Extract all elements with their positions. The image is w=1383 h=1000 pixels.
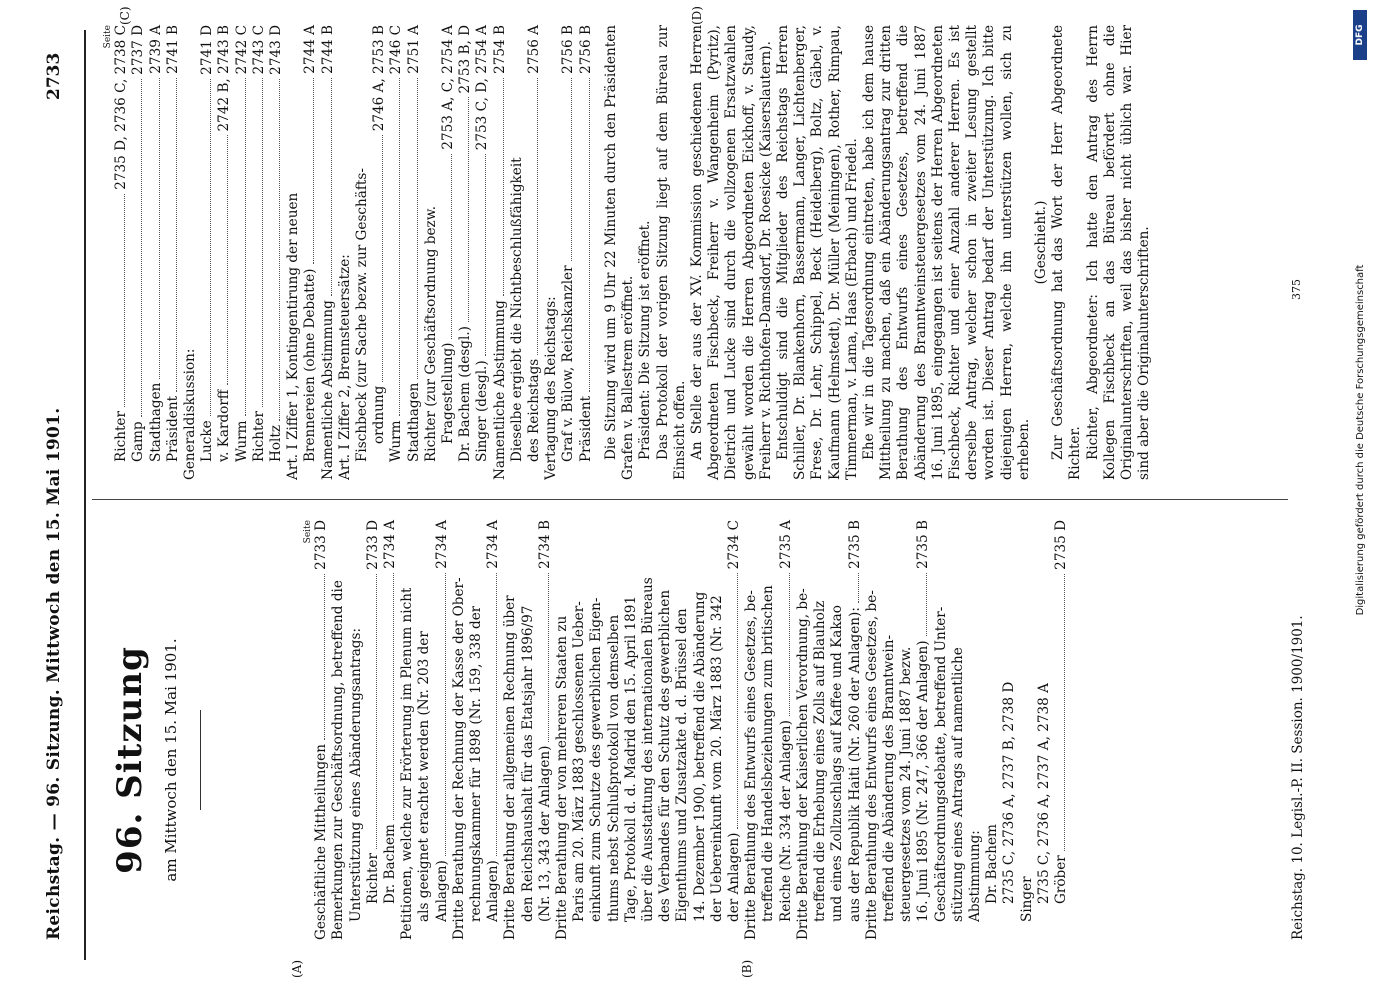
index-entry [320,25,337,480]
leader-dots [324,574,325,740]
text-paragraph: Das Protokoll der vorigen Sitzung liegt auf dem Büreau zur Einsicht offen. [654,25,688,480]
index-entry-label: 16. Juni 1895 (Nr. 247, 366 der Anlagen) [915,640,932,922]
index-entry [440,25,457,480]
leader-dots [485,154,486,356]
index-entry-label: Singer [1018,876,1035,922]
index-entry [474,25,491,480]
index-entry-label: Art. I Ziffer 1, Kontingentirung der neuen [285,192,302,480]
index-entry [182,25,199,480]
page-reference: 2742 C [233,25,250,75]
index-entry [674,520,691,940]
index-entry-label: stützung eines Antrags auf namentliche [949,647,966,922]
index-entry [234,25,251,480]
index-entry [113,25,130,480]
session-text [603,25,1154,480]
index-entry [406,25,423,480]
index-entry [382,520,399,940]
text-paragraph: Richter, Abgeordneter: Ich hatte den Antrag des Herrn Kollegen Fischbeck an das Büreau befördert ohne die Originalunterschriften, weil das bisher nicht üblich war. Hier sind aber die Originalunterschriften. [1084,25,1153,480]
index-entry [933,520,950,940]
text-paragraph: An Stelle der aus der XV. Kommission geschiedenen Herren Abgeordneten Fischbeck, Freiherr v. Wangenheim (Pyritz), Dietrich und Lucke sind durch die vollzogenen Ersatzwahlen gewählt worden die Herren Abgeordneten Eickhoff, v. Staudy, Freiherr v. Richthofen-Damsdorf, Dr. Roesicke (Kaiserslautern). [688,25,774,480]
leader-dots [445,573,446,856]
page-reference: 2734 C [726,520,743,570]
leader-dots [468,97,469,322]
index-entry [502,520,519,940]
leader-dots [382,135,383,381]
leader-dots [1064,574,1065,851]
index-entry [898,520,915,940]
index-entry [468,520,485,940]
index-entry [337,25,354,480]
footer-legislature: Reichstag. 10. Legisl.-P. II. Session. 1900/1901. [1290,615,1306,940]
right-column [100,25,1153,480]
index-entry-label: Anlagen) [433,860,450,922]
leader-dots [124,194,125,407]
leader-dots [262,78,263,407]
page-reference: 2744 B [319,25,336,74]
index-entry [354,25,371,480]
header-rule [84,30,86,960]
leader-dots [245,78,246,416]
index-entry-label: Dritte Berathung des Entwurfs eines Gesetzes, be- [863,590,880,940]
title-rule [200,710,201,810]
index-entry [554,520,571,940]
index-entry [520,520,537,940]
index-entry [967,520,984,940]
page-reference: 2756 B [577,25,594,74]
index-entry [302,25,319,480]
index-entry [606,520,623,940]
index-entry [285,25,302,480]
index-entry-label: Art. I Ziffer 2, Brennsteuersätze: [336,254,353,480]
index-entry [313,520,330,940]
index-entry-label: aus der Republik Haiti (Nr. 260 der Anlagen): [846,607,863,922]
index-entry-label: v. Kardorff [216,389,233,462]
index-entry [864,520,881,940]
page-reference: 2734 A [485,520,502,569]
index-entry-label: Namentliche Abstimmung [491,300,508,480]
index-entry-label: Anlagen) [485,860,502,922]
index-entry-label: Dritte Berathung der Rechnung der Kasse der Ober- [450,577,467,940]
index-entry-label: Richter (zur Geschäftsordnung bezw. [422,205,439,462]
index-entry [216,25,233,480]
index-entry-label: Geschäftsordnungsdebatte, betreffend Unter- [932,606,949,922]
leader-dots [571,78,572,262]
leader-dots [496,573,497,856]
index-entry [778,520,795,940]
dfg-logo: DFG [1353,10,1367,60]
leader-dots [399,78,400,416]
index-entry-label: Dritte Berathung der Kaiserlichen Verordnung, be- [794,588,811,940]
margin-mark-a: (A) [290,959,304,978]
index-entry [795,520,812,940]
index-entry-label: treffend die Erhebung eines Zolls auf Blauholz [812,600,829,922]
index-entry [726,520,743,940]
index-entry-label: als geeignet erachtet werden (Nr. 203 der [416,631,433,922]
index-entry [950,520,967,940]
index-entry-label: Reiche (Nr. 334 der Anlagen) [777,720,794,922]
seite-label-right: Seite [103,25,113,49]
page-reference: 2734 A [382,520,399,569]
index-entry-label: Unterstützung eines Abänderungsantrags: [347,627,364,922]
page-reference: 2753 A, C, 2754 A [440,25,457,150]
index-entry [588,520,605,940]
index-entry [199,25,216,480]
index-entry [251,25,268,480]
index-entry-label: Dr. Bachem [382,824,399,904]
index-entry-label: Fragestellung) [440,342,457,444]
leader-dots [279,79,280,421]
index-entry-label: Gamp [130,421,147,462]
index-entry-label: der Uebereinkunft vom 20. März 1883 (Nr. 342 [708,595,725,922]
page-reference: 2737 D [130,25,147,75]
page-reference: 2735 D [1052,520,1069,570]
page-reference: 2751 A [405,25,422,74]
session-date: am Mittwoch den 15. Mai 1901. [162,638,180,882]
page-reference: 2735 D, 2736 C, 2738 C [113,25,130,190]
index-entry-label: Abstimmung: [966,830,983,922]
index-entry [330,520,347,940]
index-entry [365,520,382,940]
page-reference: 2743 D [268,25,285,75]
column-rule [92,499,1288,500]
page-reference: 2753 C, D, 2754 A [474,25,491,151]
index-entry-label: Brennereien (ohne Debatte) [302,268,319,462]
index-entry-label: Dritte Berathung der allgemeinen Rechnung über [502,595,519,940]
index-entry [526,25,543,480]
text-paragraph: Präsident: Die Sitzung ist eröffnet. [637,220,654,460]
text-paragraph: Zur Geschäftsordnung hat das Wort der Herr Abgeordnete Richter. [1050,25,1084,480]
index-entry [434,520,451,940]
text-paragraph: Ehe wir in die Tagesordnung eintreten, habe ich dem hause Mittheilung zu machen, daß ein Abänderungsantrag zur dritten Berathung des Entwurfs eines Gesetzes, betreffend die Abänderung des Branntweinsteuergesetzes vom 24. Juni 1887 16. Juni 1895, eingegangen ist seitens der Herren Abgeordneten Fischbeck, Richter und einer Anzahl anderer Herren. Es ist derselbe Antrag, welcher schon in zweiter Lesung gestellt worden ist. Dieser Antrag bedarf der Unterstützung. Ich bitte diejenigen Herren, welche ihn unterstützen wollen, sich zu erheben. [860,25,1032,480]
leader-dots [331,78,332,296]
index-entry-label: einkunft zum Schutze des gewerblichen Eigen- [588,597,605,922]
page-reference: 2734 A [433,520,450,569]
index-entry [1001,520,1018,940]
index-entry-label: treffend die Handelsbeziehungen zum britischen [760,585,777,922]
index-entry-label: Richter [364,853,381,904]
index-entry [915,520,932,940]
leader-dots [737,573,738,828]
leader-dots [503,78,504,296]
leader-dots [376,574,377,849]
index-entry-label: Fischbeck (zur Sache bezw. zur Geschäfts- [354,168,371,462]
index-entry-label: 14. Dezember 1900, betreffend die Abänderung [691,591,708,922]
page-reference: 2733 D [364,520,381,570]
index-entry-label: Petitionen, welche zur Erörterung im Plenum nicht [399,587,416,940]
index-entry [371,25,388,480]
index-entry [881,520,898,940]
page-reference: 2744 A [302,25,319,74]
index-entry-label: Dieselbe ergiebt die Nichtbeschlußfähigkeit [508,157,525,462]
index-entry-label: den Reichshaushalt für das Etatsjahr 1896/97 [519,605,536,922]
index-entry [130,25,147,480]
index-entry-label: (Nr. 13, 343 der Anlagen) [536,745,553,922]
index-entry [692,520,709,940]
index-entry-label: Wurm [233,420,250,462]
index-entry [760,520,777,940]
session-title: 96. Sitzung [110,646,150,874]
index-entry [623,520,640,940]
index-entry [492,25,509,480]
margin-mark-b: (B) [740,959,754,978]
index-entry-label: Generaldiskussion: [182,348,199,480]
index-entry-label: rechnungskammer für 1898 (Nr. 159, 338 der [468,605,485,922]
index-entry-label: Richter [250,411,267,462]
index-entry [640,520,657,940]
index-entry-label: Präsident [164,395,181,462]
page-reference: 2746 C [388,25,405,75]
leader-dots [141,79,142,418]
leader-dots [451,154,452,339]
index-entry-label: thums nebst Schlußprotokoll von demselben [605,614,622,922]
index-entry-label: Lucke [199,420,216,462]
text-paragraph: Entschuldigt sind die Mitglieder des Reichstags Herren Schiller, Dr. Blankenhorn, Bassermann, Langer, Lichtenberger, Frese, Dr. Lehr, Schippel, Beck (Heidelberg), Boltz, Gäbel, v. Kaufmann (Helmstedt), Dr. Müller (Meiningen), Rother, Rimpau, Timmerman, v. Lama, Haas (Erbach) und Friedel. [774,25,860,480]
index-entry [743,520,760,940]
leader-dots [537,78,538,355]
right-column-index [113,25,595,480]
index-entry-label: der Anlagen) [726,832,743,922]
index-entry [812,520,829,940]
leader-dots [313,78,314,265]
leader-dots [417,78,418,379]
index-entry-label: ordnung [371,385,388,444]
page-reference: 2741 D [199,25,216,75]
leader-dots [176,78,177,392]
left-column-index [300,520,1070,940]
leader-dots [227,135,228,385]
index-entry-label: 2735 C, 2736 A, 2737 A, 2738 A [1035,683,1052,904]
page-reference: 2735 A [777,520,794,569]
index-entry [709,520,726,940]
running-header: Reichstag. — 96. Sitzung. Mittwoch den 15. Mai 1901. [44,407,64,940]
index-entry [537,520,554,940]
index-entry [578,25,595,480]
leader-dots [159,78,160,379]
index-entry [509,25,526,480]
index-entry [1053,520,1070,940]
page-reference: 2735 B [846,520,863,569]
index-entry-label: Graf v. Bülow, Reichskanzler [560,265,577,462]
index-entry [657,520,674,940]
page-reference: 2746 A, 2753 B [371,25,388,132]
page-reference: 2753 B, D [457,25,474,94]
index-entry-label: über die Ausstattung des internationalen Büreaus [640,577,657,922]
index-entry [457,25,474,480]
leader-dots [589,78,590,392]
index-entry-label: und eines Zollzuschlags auf Kaffee und Kakao [829,605,846,922]
index-entry [571,520,588,940]
index-entry-label: Richter [113,411,130,462]
index-entry-label: Geschäftliche Mittheilungen [313,744,330,940]
index-entry [416,520,433,940]
index-entry [485,520,502,940]
leader-dots [789,573,790,716]
page-reference: 2756 B [560,25,577,74]
index-entry-label: Eigenthums und Zusatzakte d. d. Brüssel den [674,608,691,922]
index-entry [268,25,285,480]
index-entry [1036,520,1053,940]
index-entry [1019,520,1036,940]
index-entry [560,25,577,480]
index-entry [984,520,1001,940]
margin-mark-c: (C) [118,6,132,25]
page-reference: 2734 B [536,520,553,569]
index-entry-label: des Reichstags [526,358,543,462]
page-reference: 2741 B [164,25,181,74]
index-entry-label: Singer (desgl.) [474,360,491,462]
index-entry-label: Stadthagen [405,382,422,462]
index-entry [451,520,468,940]
index-entry [148,25,165,480]
index-entry-label: Dritte Berathung des Entwurfs eines Gesetzes, be- [743,590,760,940]
text-paragraph: (Geschieht.) [1032,200,1049,285]
index-entry-label: treffend die Abänderung des Branntwein- [880,634,897,922]
leader-dots [210,79,211,416]
index-entry-label: Paris am 20. März 1883 geschlossenen Ueber- [571,601,588,922]
page-reference: 2733 D [313,520,330,570]
index-entry [388,25,405,480]
index-entry [829,520,846,940]
footer-sheet-number: 375 [1290,279,1303,300]
index-entry-label: Vertagung des Reichstags: [543,296,560,480]
index-entry-label: Gröber [1052,855,1069,904]
index-entry-label: Wurm [388,420,405,462]
margin-mark-d: (D) [690,6,704,25]
index-entry [165,25,182,480]
index-entry [847,520,864,940]
index-entry [399,520,416,940]
index-entry-label: Dritte Berathung der von mehreren Staaten zu [554,615,571,940]
index-entry-label: steuergesetzes vom 24. Juni 1887 bezw. [898,646,915,922]
page-reference: 2743 C [250,25,267,75]
index-entry-label: des Verbandes für den Schutz des gewerblichen [657,589,674,922]
leader-dots [926,573,927,637]
page-reference: 2754 B [491,25,508,74]
index-entry-label: Tage, Protokoll d. d. Madrid den 15. April 1891 [622,595,639,922]
index-entry-label: Dr. Bachem (desgl.) [457,326,474,462]
page-reference: 2742 B, 2743 B [216,25,233,132]
index-entry-label: Namentliche Abstimmung [319,300,336,480]
seite-label: Seite [303,520,313,544]
index-entry-label: Dr. Bachem [984,824,1001,904]
index-entry-label: Bemerkungen zur Geschäftsordnung, betreffend die [330,580,347,940]
page-reference: 2739 A [147,25,164,74]
index-entry [543,25,560,480]
index-entry-label: Stadthagen [147,382,164,462]
leader-dots [858,573,859,603]
text-paragraph: Die Sitzung wird um 9 Uhr 22 Minuten durch den Präsidenten Grafen v. Ballestrem eröffnet. [602,25,637,480]
index-entry-label: Präsident [577,395,594,462]
index-entry-label: 2735 C, 2736 A, 2737 B, 2738 D [1001,681,1018,904]
index-entry [348,520,365,940]
index-entry-label: Holtz [268,424,285,462]
leader-dots [393,573,394,820]
index-entry [423,25,440,480]
page-reference: 2756 A [526,25,543,74]
page-number: 2733 [44,52,64,100]
leader-dots [548,573,549,742]
page-reference: 2735 B [915,520,932,569]
digitization-note: Digitalisierung gefördert durch die Deutsche Forschungsgemeinschaft [1355,264,1366,616]
